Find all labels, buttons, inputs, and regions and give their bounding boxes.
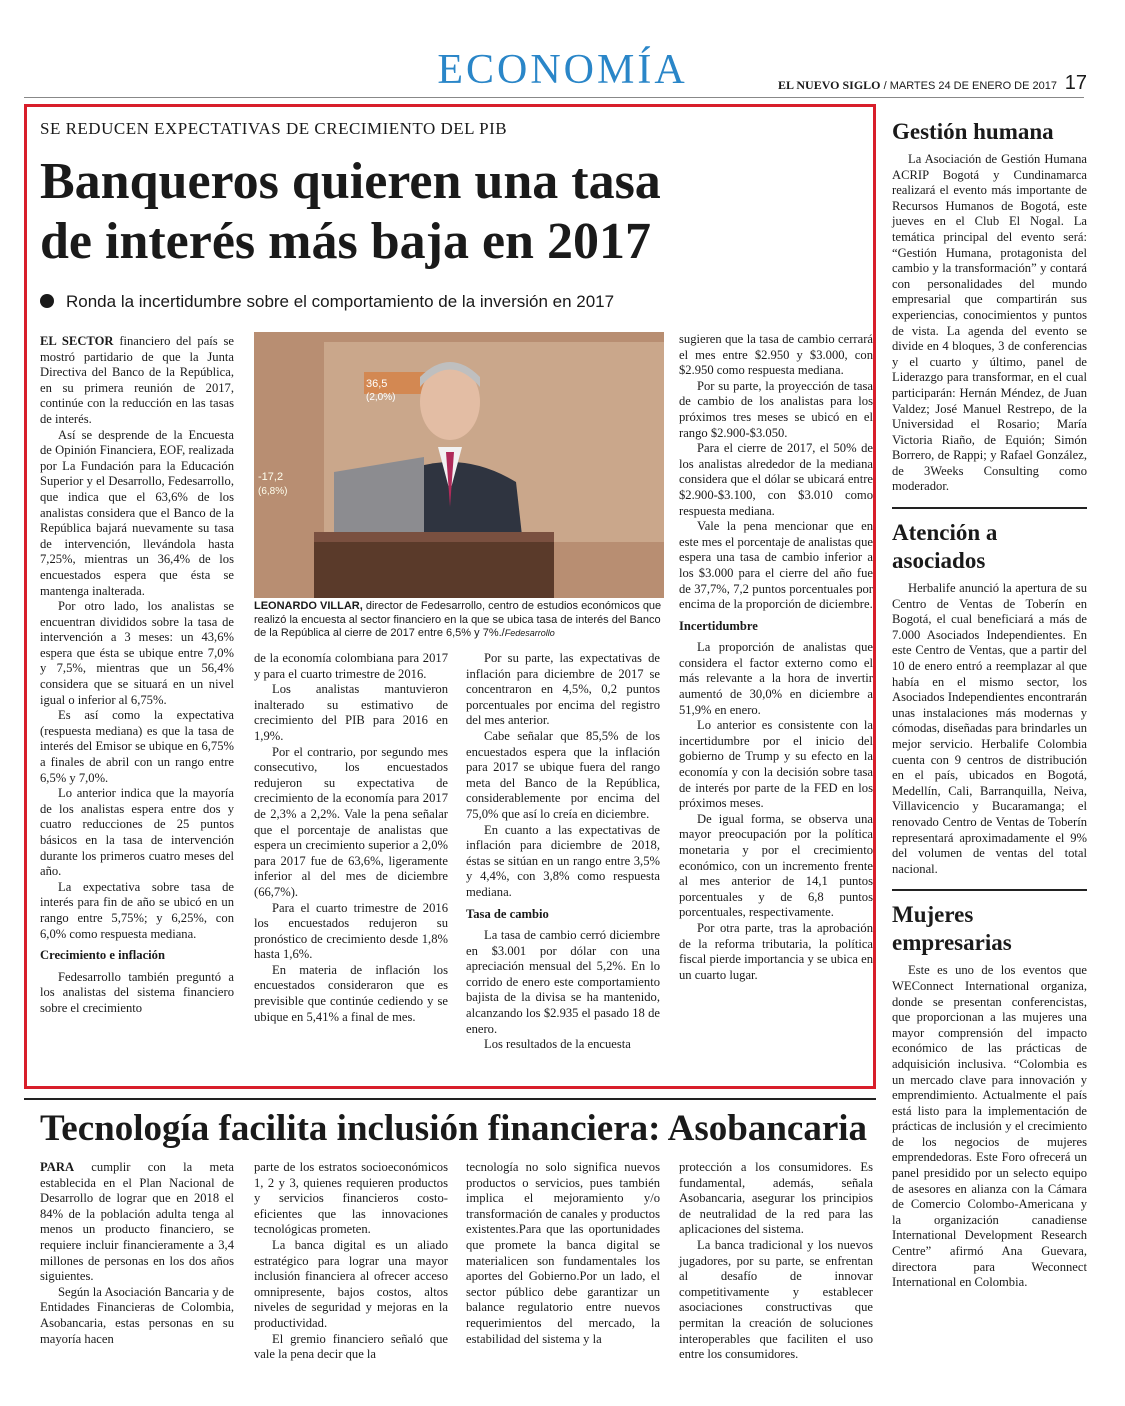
article-column-4	[679, 332, 873, 983]
paragraph: Los resultados de la encuesta	[484, 1037, 631, 1052]
issue-date: / MARTES 24 DE ENERO DE 2017	[883, 80, 1057, 92]
caption-credit: Fedesarrollo	[504, 628, 555, 638]
article-photo	[254, 332, 664, 598]
paragraph: En materia de inflación los encuestados consideraron que es previsible que continúe cediendo y se ubique en 5,41% a final de mes.	[254, 962, 448, 1024]
heading-line: asociados	[892, 548, 986, 574]
article-column-2	[254, 651, 448, 1025]
paragraph: Es así como la expectativa (respuesta mediana) es que la tasa de interés del Emisor se ubique en 6,75% a finales de abril con un rango entre 6,5% y 7,0%.	[40, 708, 234, 785]
paragraph: La banca digital es un aliado estratégico para lograr una mayor inclusión financiera al ofrecer acceso omnipresente, bajos costos, altos niveles de seguridad y mejoras en la productividad.	[254, 1237, 448, 1330]
bottom-column-4	[679, 1160, 873, 1363]
headline-line-2: de interés más baja en 2017	[40, 213, 651, 270]
subhead-text: Ronda la incertidumbre sobre el comportamiento de la inversión en 2017	[66, 292, 615, 311]
photo-caption	[254, 600, 664, 641]
paragraph: Herbalife anunció la apertura de su Centro de Ventas de Toberín en Bogotá, el cual beneficiará a más de 7.000 Asociados Independientes. En este Centro de Ventas, que a partir del 10 de enero entró a reemplazar al que había en el mismo sector, los Asociados Independientes encontrarán unas instalaciones más modernas y cómodas, diseñadas para brindarles un mejor servicio. Herbalife Colombia cuenta con 9 centros de distribución en el país, ubicados en Bogotá, Medellín, Cali, Barranquilla, Neiva, Villavicencio y Bucaramanga; el renovado Centro de Ventas de Toberín representará aproximadamente el 9% del volumen de ventas del total nacional.	[892, 581, 1087, 876]
paragraph: Según la Asociación Bancaria y de Entidades Financieras de Colombia, Asobancaria, estas personas en su mayoría hacen	[40, 1284, 234, 1346]
screen-label: 36,5	[366, 378, 388, 390]
sidebar-text-gestion	[892, 152, 1087, 495]
sidebar	[892, 118, 1087, 1291]
article-kicker: SE REDUCEN EXPECTATIVAS DE CRECIMIENTO DEL PIB	[40, 119, 508, 138]
paragraph: Lo anterior indica que la mayoría de los analistas espera entre dos y cuatro reducciones de 25 puntos básicos en la tasa de intervención durante los primeros cuatro meses del año.	[40, 786, 234, 879]
sidebar-heading-atencion	[892, 519, 1087, 575]
paragraph: parte de los estratos socioeconómicos 1, 2 y 3, quienes requieren productos y servicios financieros costo-eficientes que las innovaciones tecnológicas prometen.	[254, 1160, 448, 1237]
paragraph: Para el cierre de 2017, el 50% de los analistas alrededor de la mediana considera que el dólar se ubicará entre $2.900-$3.100, con $3.010 como respuesta mediana.	[679, 441, 873, 518]
headline-line-1: Banqueros quieren una tasa	[40, 153, 661, 210]
paragraph: Por otra parte, tras la aprobación de la reforma tributaria, la política fiscal pierde importancia y se ubica en un cuarto lugar.	[679, 920, 873, 982]
paragraph: Este es uno de los eventos que WEConnect International organiza, donde se presentan conferencistas, que proporcionan a las mujeres una mayor comprensión del impacto económico de las prácticas de adquisición inclusiva. “Colombia es un mercado clave para innovación y emprendimiento. Actualmente el país está listo para la implementación de prácticas de inclusión y el crecimiento de los negocios de mujeres emprendedoras. Este Foro ofrecerá un panel presidido por un selecto equipo de asesores en alianza con la Cámara de Comercio Colombo-Americana y la organización canadiense International Development Research Centre” afirmó Ana Guevara, directora para Weconnect International en Colombia.	[892, 963, 1087, 1290]
heading-line: Atención a	[892, 520, 998, 546]
paragraph: La expectativa sobre tasa de interés para fin de año se ubicó en un rango entre 5,75%; y 6,25%, con 6,0% como respuesta mediana.	[40, 879, 234, 941]
article-headline	[40, 152, 820, 272]
paragraph: La Asociación de Gestión Humana ACRIP Bogotá y Cundinamarca realizará el evento más importante de Recursos Humanos de Bogotá, este jueves en el Club El Nogal. La temática principal del evento será: “Gestión Humana, protagonista del cambio y la transformación” y contará con personalidades del mundo empresarial que compartirán sus experiencias, conocimientos y puntos de vista. La agenda del evento se divide en 4 bloques, 3 de conferencias y el cuarto y último, panel de Liderazgo para transformar, en el cual participarán: Hernán Méndez, de Juan Valdez; José Manuel Restrepo, de la Universidad el Rosario; María Victoria Riaño, de Equión; Simón Borrero, de Rappi; y Rafael González, de 3Weeks Consulting como moderador.	[892, 152, 1087, 494]
sidebar-heading-gestion: Gestión humana	[892, 119, 1054, 144]
caption-name: LEONARDO VILLAR,	[254, 600, 363, 612]
bottom-article-rule	[24, 1098, 876, 1100]
paragraph: Por su parte, la proyección de tasa de cambio de los analistas para los próximos tres meses se ubicó en el rango $2.900-$3.050.	[679, 378, 873, 440]
header-rule	[24, 97, 1084, 98]
heading-line: Mujeres	[892, 902, 974, 928]
paragraph	[40, 334, 234, 428]
sidebar-text-mujeres	[892, 963, 1087, 1290]
masthead	[778, 78, 1057, 93]
paragraph: Los analistas mantuvieron inalterado su estimativo de crecimiento del PIB para 2016 en 1,9%.	[254, 682, 448, 743]
lead-word: EL SECTOR	[40, 334, 114, 348]
paragraph: Vale la pena mencionar que en este mes el porcentaje de analistas que espera una tasa de cambio inferior a los $3.000 para el cierre del año fue de 37,7%, 7,2 puntos porcentuales por encima de la proporción de diciembre.	[679, 519, 873, 612]
heading-line: empresarias	[892, 930, 1012, 956]
paragraph: Fedesarrollo también preguntó a los analistas del sistema financiero sobre el crecimiento	[40, 969, 234, 1015]
paragraph: Por el contrario, por segundo mes consecutivo, los encuestados redujeron su expectativa de crecimiento de la economía para 2017 de 2,3% a 2,2%. Vale la pena señalar que el porcentaje de analistas que espera un crecimiento superior a 2,0% para 2017 fue de 63,6%, ligeramente inferior al del mes de diciembre (66,7%).	[254, 744, 448, 899]
article-column-3	[466, 651, 660, 1053]
paragraph: Así se desprende de la Encuesta de Opinión Financiera, EOF, realizada por La Fundación para la Educación Superior y el Desarrollo, Fedesarrollo, que indica que el 63,6% de los analistas considera que el Banco de la República bajará nuevamente su tasa de intervención, llevándola hasta 7,25%, mientras un 36,4% de los encuestados espera que ésta se mantenga inalterada.	[40, 427, 234, 598]
paragraph	[40, 1160, 234, 1285]
article-subhead	[40, 292, 614, 312]
newspaper-name: EL NUEVO SIGLO	[778, 78, 881, 92]
article-column-1	[40, 334, 234, 1017]
sidebar-divider	[892, 507, 1087, 509]
lead-word: PARA	[40, 1160, 75, 1174]
bottom-article-headline: Tecnología facilita inclusión financiera: Asobancaria	[40, 1108, 868, 1149]
bottom-column-2	[254, 1160, 448, 1363]
paragraph: El gremio financiero señaló que vale la pena decir que la	[254, 1331, 448, 1362]
paragraph: Por su parte, las expectativas de inflación para diciembre de 2017 se concentraron en 4,5%, 0,2 puntos porcentuales por encima del registro del mes anterior.	[466, 651, 660, 728]
page-number: 17	[1064, 72, 1087, 94]
paragraph: En cuanto a las expectativas de inflación para diciembre de 2018, éstas se sitúan en un rango entre 3,5% y 4,4%, con 3,8% como respuesta mediana.	[466, 822, 660, 899]
paragraph-text: cumplir con la meta establecida en el Plan Nacional de Desarrollo de lograr que en 2018 el 84% de la población adulta tenga al menos un producto financiero, se requiere incluir financieramente a 3,4 millones de personas en los dos años siguientes.	[40, 1160, 234, 1284]
caption-text: director de Fedesarrollo, centro de estudios económicos que realizó la encuesta al sector financiero en la que se ubica tasa de interés del Banco de la República al cierre de 2017 entre 6,5% y 7%./	[254, 600, 662, 639]
screen-label: (6,8%)	[258, 486, 288, 497]
paragraph: Lo anterior es consistente con la incertidumbre por el inicio del gobierno de Trump y su efecto en la economía y con la decisión sobre tasa de interés por parte de la FED en los próximos meses.	[679, 718, 873, 811]
paragraph: tecnología no solo significa nuevos productos o servicios, pues también implica el mejoramiento y/o transformación de canales y productos existentes.Para que las oportunidades que promete la banca digital se materialicen son fundamentales los aportes del Gobierno.Por un lado, el sector público debe garantizar un balance regulatorio entre nuevos requerimientos del mercado, la estabilidad del sistema y la	[466, 1160, 660, 1346]
sidebar-heading-mujeres	[892, 901, 1087, 957]
bottom-column-1	[40, 1160, 234, 1347]
section-title: ECONOMÍA	[437, 47, 688, 93]
paragraph: sugieren que la tasa de cambio cerrará el mes entre $2.950 y $3.000, con $2.950 como respuesta mediana.	[679, 332, 873, 378]
paragraph: De igual forma, se observa una mayor preocupación por la política monetaria y por el crecimiento económico, con un incremento frente al mes anterior de 14,1 puntos porcentuales y de 6,8 puntos porcentuales, respectivamente.	[679, 811, 873, 920]
speaker-illustration	[254, 332, 664, 598]
section-heading: Incertidumbre	[679, 618, 758, 633]
bottom-column-3	[466, 1160, 660, 1347]
paragraph: La tasa de cambio cerró diciembre en $3.001 por dólar con una apreciación mensual del 5,2%. En lo corrido de enero este comportamiento bajista de la divisa se ha mantenido, alcanzando los $2.935 el pasado 18 de enero.	[466, 928, 660, 1036]
paragraph: La banca tradicional y los nuevos jugadores, por su parte, se enfrentan al desafío de innovar competitivamente y establecer asociaciones constructivas que permitan la creación de soluciones interoperables que faciliten el uso entre los consumidores.	[679, 1237, 873, 1362]
paragraph: Para el cuarto trimestre de 2016 los encuestados redujeron su pronóstico de crecimiento desde 1,8% hasta 1,6%.	[254, 900, 448, 962]
bullet-icon	[40, 294, 54, 308]
paragraph: La proporción de analistas que considera el factor externo como el más relevante a la hora de invertir aumentó de 30,0% en diciembre a 51,9% en enero.	[679, 640, 873, 717]
paragraph: Por otro lado, los analistas se encuentran divididos sobre la tasa de intervención a 3 meses: un 43,6% espera que ésta se ubique entre 7,0% y 7,5%, mientras que un 56,4% considera que se situará en un nivel igual o inferior al 6,75%.	[40, 599, 234, 707]
screen-label: -17,2	[258, 471, 284, 483]
screen-label: (2,0%)	[366, 392, 396, 403]
section-heading: Crecimiento e inflación	[40, 948, 165, 963]
section-heading: Tasa de cambio	[466, 906, 549, 921]
paragraph: protección a los consumidores. Es fundamental, además, señala Asobancaria, asegurar los principios de neutralidad de la red para las aplicaciones del sistema.	[679, 1160, 873, 1237]
paragraph-text: financiero del país se mostró partidario de que la Junta Directiva del Banco de la República, en su primera reunión de 2017, continúe con la reducción en las tasas de interés.	[40, 334, 234, 426]
sidebar-divider	[892, 889, 1087, 891]
sidebar-text-atencion	[892, 581, 1087, 877]
paragraph: Cabe señalar que 85,5% de los encuestados espera que la inflación para 2017 se ubique fuera del rango meta del Banco de la República, considerablemente por encima del 75,0% que así lo creía en diciembre.	[466, 728, 660, 821]
paragraph: de la economía colombiana para 2017 y para el cuarto trimestre de 2016.	[254, 651, 448, 681]
